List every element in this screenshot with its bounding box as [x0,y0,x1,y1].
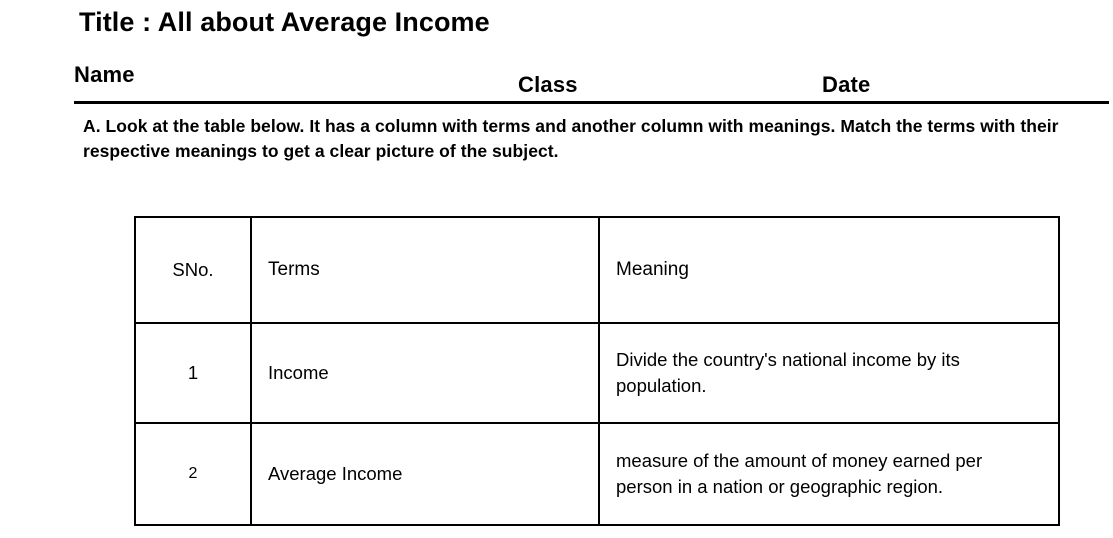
header-cell-terms: Terms [251,217,599,323]
row-meaning: measure of the amount of money earned per person in a nation or geographic region. [599,423,1059,525]
table-header-row [135,217,1059,323]
table-row [135,423,1059,525]
row-sno: 2 [135,423,251,525]
table-row [135,323,1059,423]
class-field-label: Class [518,72,578,97]
instructions-text: A. Look at the table below. It has a column with terms and another column with meanings. Match the terms with their respective meanings to get a clear picture of the subject. [83,116,1059,161]
student-fields [74,62,1109,100]
row-sno: 1 [135,323,251,423]
page-title: Title : All about Average Income [79,7,490,37]
row-meaning: Divide the country's national income by its population. [599,323,1059,423]
matching-table-container [134,216,1058,526]
row-term: Average Income [251,423,599,525]
date-field-label: Date [822,72,871,97]
header-divider [74,101,1109,104]
row-term: Income [251,323,599,423]
header-cell-meaning: Meaning [599,217,1059,323]
name-field-label: Name [74,62,135,87]
header-cell-sno: SNo. [135,217,251,323]
matching-table [134,216,1060,526]
